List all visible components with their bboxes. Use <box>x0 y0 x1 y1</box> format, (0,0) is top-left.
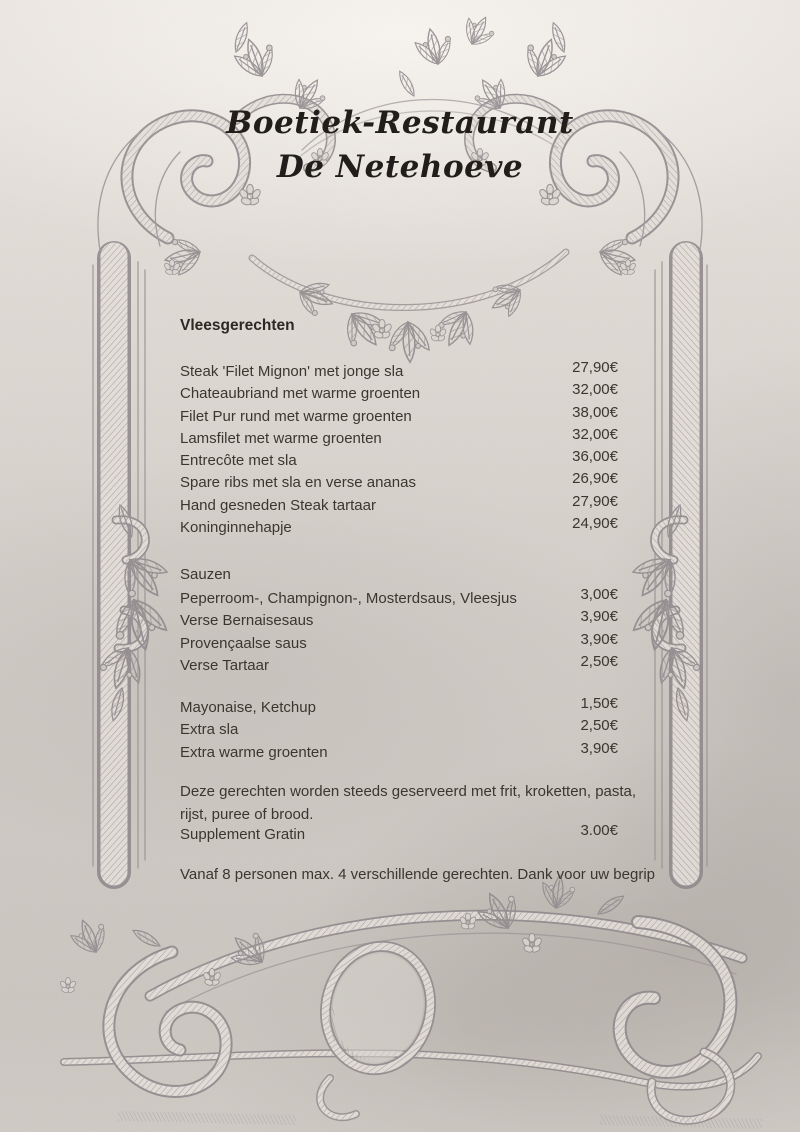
dish-price: 2,50€ <box>580 717 618 735</box>
restaurant-title-line1: Boetiek-Restaurant <box>226 105 574 141</box>
dish-price: 2,50€ <box>580 652 618 670</box>
menu-row <box>180 450 618 472</box>
dish-price: 36,00€ <box>572 448 618 466</box>
dish-name: Extra sla <box>180 721 239 739</box>
menu-row <box>180 652 618 677</box>
serving-note-line2: rijst, puree of brood. <box>180 805 314 823</box>
menu-row <box>180 492 618 517</box>
dish-price: 3,90€ <box>580 739 618 757</box>
restaurant-title <box>0 101 800 189</box>
sauces-heading: Sauzen <box>180 566 231 583</box>
dish-price: 27,90€ <box>572 359 618 376</box>
dish-name: Verse Tartaar <box>180 656 269 674</box>
dish-price: 1,50€ <box>580 695 618 712</box>
dish-name: Filet Pur rund met warme groenten <box>180 407 412 425</box>
dish-name: Chateaubriand met warme groenten <box>180 385 421 403</box>
supplement-row <box>180 824 618 846</box>
serving-note <box>180 781 644 826</box>
menu-row <box>180 472 618 494</box>
dish-price: 3,00€ <box>580 586 618 603</box>
menu-row <box>180 630 618 655</box>
dish-price: 38,00€ <box>572 403 618 421</box>
section-heading: Vleesgerechten <box>180 317 295 334</box>
dish-name: Peperroom-, Champignon-, Mosterdsaus, Vleesjus <box>180 590 517 607</box>
restaurant-title-line2: De Netehoeve <box>276 149 524 185</box>
dish-name: Koninginnehapje <box>180 519 292 537</box>
menu-row <box>180 383 618 405</box>
dish-name: Spare ribs met sla en verse ananas <box>180 474 416 492</box>
extras-list <box>180 697 618 764</box>
dish-price: 3.00€ <box>580 822 618 839</box>
dish-name: Hand gesneden Steak tartaar <box>180 496 376 514</box>
menu-row <box>180 610 618 632</box>
menu-row <box>180 517 618 539</box>
dish-name: Verse Bernaisesaus <box>180 612 314 630</box>
group-policy-note: Vanaf 8 personen max. 4 verschillende gerechten. Dank voor uw begrip <box>180 866 655 883</box>
dish-name: Steak 'Filet Mignon' met jonge sla <box>180 363 404 380</box>
menu-row <box>180 403 618 428</box>
dish-name: Supplement Gratin <box>180 826 306 843</box>
menu-row <box>180 719 618 741</box>
dish-name: Entrecôte met sla <box>180 452 297 470</box>
menu-row <box>180 361 618 383</box>
menu-row <box>180 739 618 764</box>
dish-name: Lamsfilet met warme groenten <box>180 429 382 447</box>
dish-price: 27,90€ <box>572 492 618 510</box>
sauces-list <box>180 588 618 677</box>
menu-row <box>180 425 618 450</box>
dish-price: 26,90€ <box>572 470 618 488</box>
dish-price: 24,90€ <box>572 515 618 533</box>
main-dishes-list <box>180 361 618 539</box>
dish-name: Extra warme groenten <box>180 743 328 761</box>
menu-row <box>180 588 618 610</box>
menu-row <box>180 697 618 719</box>
dish-price: 32,00€ <box>572 425 618 443</box>
dish-name: Mayonaise, Ketchup <box>180 699 316 716</box>
dish-price: 32,00€ <box>572 381 618 399</box>
serving-note-line1: Deze gerechten worden steeds geserveerd met frit, kroketten, pasta, <box>180 783 637 800</box>
dish-price: 3,90€ <box>580 630 618 648</box>
dish-name: Provençaalse saus <box>180 634 307 652</box>
dish-price: 3,90€ <box>580 608 618 626</box>
